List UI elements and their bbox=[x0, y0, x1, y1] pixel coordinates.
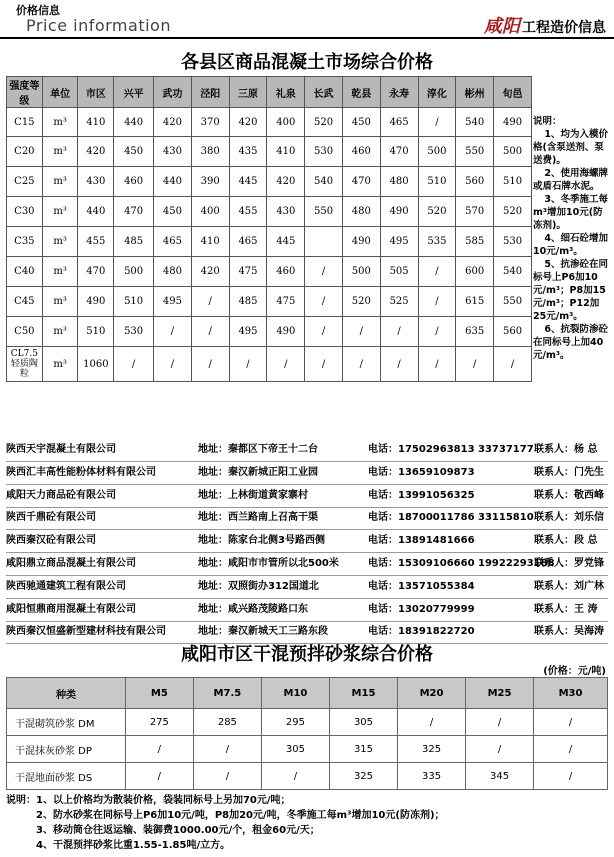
table-cell: 465 bbox=[229, 227, 267, 257]
table-cell: 410 bbox=[267, 137, 305, 167]
table-cell: 535 bbox=[418, 227, 456, 257]
table-cell: 490 bbox=[342, 227, 380, 257]
table-cell: 490 bbox=[78, 287, 114, 317]
table-cell: 440 bbox=[154, 167, 192, 197]
table-cell: / bbox=[418, 347, 456, 382]
column-header: 市区 bbox=[78, 77, 114, 108]
column-header: 种类 bbox=[7, 678, 126, 709]
table-cell: C25 bbox=[7, 167, 43, 197]
table-cell: / bbox=[456, 347, 494, 382]
supplier-contact: 联系人：门先生 bbox=[534, 466, 604, 478]
table-row bbox=[7, 763, 608, 790]
table-cell: 475 bbox=[229, 257, 267, 287]
table-cell: / bbox=[125, 736, 193, 763]
supplier-row bbox=[6, 485, 608, 507]
supplier-row bbox=[6, 530, 608, 552]
table-cell: 490 bbox=[380, 197, 418, 227]
section2-title: 咸阳市区干混预拌砂浆综合价格 bbox=[181, 644, 433, 665]
table-cell: / bbox=[191, 347, 229, 382]
table-cell: 285 bbox=[193, 709, 261, 736]
column-header: 淳化 bbox=[418, 77, 456, 108]
table-cell: 475 bbox=[267, 287, 305, 317]
column-header: 乾县 bbox=[342, 77, 380, 108]
supplier-name: 咸阳天力商品砼有限公司 bbox=[6, 489, 116, 501]
supplier-address: 地址：秦汉新城天工三路东段 bbox=[198, 626, 328, 638]
table-cell: 485 bbox=[114, 227, 154, 257]
supplier-address: 地址：陈家台北侧3号路西侧 bbox=[198, 535, 325, 547]
column-header: 三原 bbox=[229, 77, 267, 108]
table-cell: C15 bbox=[7, 108, 43, 137]
supplier-row bbox=[6, 462, 608, 484]
table-cell: 520 bbox=[342, 287, 380, 317]
table-cell: 390 bbox=[191, 167, 229, 197]
table-cell: 295 bbox=[261, 709, 329, 736]
supplier-row bbox=[6, 439, 608, 461]
table-cell: / bbox=[342, 347, 380, 382]
table-cell: / bbox=[267, 347, 305, 382]
table-cell: 440 bbox=[78, 197, 114, 227]
table-cell: 510 bbox=[494, 167, 532, 197]
column-header: 强度等级 bbox=[7, 77, 43, 108]
table-cell: / bbox=[342, 317, 380, 347]
column-header: 单位 bbox=[42, 77, 78, 108]
table-cell: 490 bbox=[267, 317, 305, 347]
table-cell: 510 bbox=[418, 167, 456, 197]
supplier-contact: 联系人：段 总 bbox=[534, 535, 598, 547]
column-header: M30 bbox=[534, 678, 608, 709]
table-cell: / bbox=[380, 317, 418, 347]
table-cell: m³ bbox=[42, 108, 78, 137]
supplier-name: 咸阳恒鼎商用混凝土有限公司 bbox=[6, 603, 136, 615]
table-cell: 315 bbox=[329, 736, 397, 763]
table-cell: 550 bbox=[494, 287, 532, 317]
supplier-contact: 联系人：罗党锋 bbox=[534, 558, 604, 569]
table-cell: CL7.5 轻质陶粒 bbox=[7, 347, 43, 382]
table-cell: 635 bbox=[456, 317, 494, 347]
table-row bbox=[7, 257, 532, 287]
table-cell: 530 bbox=[494, 227, 532, 257]
table-row bbox=[7, 227, 532, 257]
table-cell: / bbox=[191, 287, 229, 317]
supplier-address: 地址：咸兴路茂陵路口东 bbox=[198, 603, 308, 615]
table-cell: 540 bbox=[494, 257, 532, 287]
table-cell: 505 bbox=[380, 257, 418, 287]
table-cell: / bbox=[398, 709, 466, 736]
table-cell: 420 bbox=[229, 108, 267, 137]
supplier-name: 陕西秦汉恒盛新型建材科技有限公司 bbox=[6, 626, 166, 638]
header-cn-label: 价格信息 bbox=[16, 4, 60, 17]
brand-big: 咸阳 bbox=[484, 16, 520, 37]
supplier-name: 陕西千鼎砼有限公司 bbox=[6, 512, 96, 524]
table-cell: 420 bbox=[78, 137, 114, 167]
supplier-address: 地址：秦汉新城正阳工业园 bbox=[198, 466, 318, 478]
table-cell: 540 bbox=[456, 108, 494, 137]
table-cell: 435 bbox=[229, 137, 267, 167]
table-cell: 540 bbox=[305, 167, 343, 197]
table-cell: 510 bbox=[114, 287, 154, 317]
note-line: 说明：1、以上价格均为散装价格，袋装同标号上另加70元/吨； bbox=[6, 795, 291, 806]
table-cell: C35 bbox=[7, 227, 43, 257]
table-cell: / bbox=[418, 317, 456, 347]
supplier-row bbox=[6, 507, 608, 529]
table-cell: 470 bbox=[114, 197, 154, 227]
table-cell: m³ bbox=[42, 227, 78, 257]
column-header: 旬邑 bbox=[494, 77, 532, 108]
table-cell: 325 bbox=[398, 736, 466, 763]
table-cell: C45 bbox=[7, 287, 43, 317]
note-line: 2、防水砂浆在同标号上P6加10元/吨，P8加20元/吨，冬季施工每m³增加10元(防冻剂)； bbox=[36, 810, 445, 821]
table-row bbox=[7, 197, 532, 227]
table-cell: 480 bbox=[380, 167, 418, 197]
table-cell: m³ bbox=[42, 287, 78, 317]
supplier-address: 地址：双照街办312国道北 bbox=[198, 580, 319, 592]
table-cell: 520 bbox=[494, 197, 532, 227]
table-cell: / bbox=[534, 763, 608, 790]
table-cell: / bbox=[191, 317, 229, 347]
column-header: M10 bbox=[261, 678, 329, 709]
supplier-phone: 电话：13991056325 bbox=[368, 489, 475, 501]
table-cell: m³ bbox=[42, 197, 78, 227]
table-cell: C50 bbox=[7, 317, 43, 347]
header-en-label: Price information bbox=[26, 16, 171, 35]
table-cell: 470 bbox=[342, 167, 380, 197]
table-cell: 460 bbox=[114, 167, 154, 197]
supplier-phone: 电话：13891481666 bbox=[368, 535, 475, 547]
supplier-phone: 电话：13020779999 bbox=[368, 603, 475, 615]
supplier-contact: 联系人：刘乐信 bbox=[534, 512, 604, 524]
table-cell bbox=[305, 227, 343, 257]
table-cell: 445 bbox=[267, 227, 305, 257]
table-cell: 495 bbox=[154, 287, 192, 317]
table-cell: 305 bbox=[329, 709, 397, 736]
supplier-contact: 联系人：刘广林 bbox=[534, 580, 604, 592]
table-cell: 450 bbox=[114, 137, 154, 167]
table-cell: 600 bbox=[456, 257, 494, 287]
column-header: 礼泉 bbox=[267, 77, 305, 108]
table-row bbox=[7, 287, 532, 317]
section1-title: 各县区商品混凝土市场综合价格 bbox=[181, 52, 433, 73]
table-cell: 500 bbox=[418, 137, 456, 167]
table-cell: / bbox=[114, 347, 154, 382]
supplier-name: 陕西天宇混凝土有限公司 bbox=[6, 444, 116, 455]
table-cell: 490 bbox=[494, 108, 532, 137]
table-cell: 500 bbox=[494, 137, 532, 167]
table-row bbox=[7, 137, 532, 167]
supplier-phone: 电话：13571055384 bbox=[368, 580, 475, 592]
table-cell: 500 bbox=[342, 257, 380, 287]
supplier-address: 地址：咸阳市市管所以北500米 bbox=[198, 558, 339, 569]
brand-logo bbox=[484, 12, 606, 38]
note-line: 1、均为入模价格(含泵送剂、泵送费)。 bbox=[533, 129, 609, 166]
brand-small: 工程造价信息 bbox=[522, 20, 606, 36]
table-cell: / bbox=[494, 347, 532, 382]
table-cell: 325 bbox=[329, 763, 397, 790]
table-cell: / bbox=[418, 257, 456, 287]
column-header: M7.5 bbox=[193, 678, 261, 709]
table-cell: / bbox=[193, 763, 261, 790]
table-cell: 500 bbox=[114, 257, 154, 287]
table-cell: 615 bbox=[456, 287, 494, 317]
supplier-phone: 电话：13659109873 bbox=[368, 466, 475, 478]
table-cell: m³ bbox=[42, 257, 78, 287]
table-cell: 495 bbox=[229, 317, 267, 347]
table-cell: 460 bbox=[267, 257, 305, 287]
table-cell: 465 bbox=[380, 108, 418, 137]
table-cell: 430 bbox=[154, 137, 192, 167]
column-header: 彬州 bbox=[456, 77, 494, 108]
table-row bbox=[7, 317, 532, 347]
table-cell: m³ bbox=[42, 137, 78, 167]
supplier-contact: 联系人：王 涛 bbox=[534, 603, 598, 615]
table-cell: 410 bbox=[191, 227, 229, 257]
concrete-notes bbox=[533, 115, 611, 362]
table-cell: 460 bbox=[342, 137, 380, 167]
supplier-row bbox=[6, 553, 608, 575]
note-line: 5、抗渗砼在同标号上P6加10元/m³；P8加15元/m³；P12加25元/m³。 bbox=[533, 259, 609, 322]
table-cell: / bbox=[534, 709, 608, 736]
header-rule bbox=[0, 37, 614, 39]
column-header: M20 bbox=[398, 678, 466, 709]
supplier-row bbox=[6, 599, 608, 621]
table-cell: 430 bbox=[78, 167, 114, 197]
table-cell: / bbox=[305, 347, 343, 382]
table-cell: 550 bbox=[456, 137, 494, 167]
table-row bbox=[7, 167, 532, 197]
table-cell: 1060 bbox=[78, 347, 114, 382]
table-cell: 470 bbox=[78, 257, 114, 287]
table-cell: / bbox=[305, 287, 343, 317]
table-cell: 465 bbox=[154, 227, 192, 257]
table-cell: 495 bbox=[380, 227, 418, 257]
table-cell: / bbox=[154, 347, 192, 382]
table-cell: / bbox=[418, 108, 456, 137]
column-header: 永寿 bbox=[380, 77, 418, 108]
note-line: 4、细石砼增加10元/m³。 bbox=[533, 233, 609, 257]
table-cell: 305 bbox=[261, 736, 329, 763]
table-cell: / bbox=[305, 317, 343, 347]
note-line: 2、使用海螺牌或盾石牌水泥。 bbox=[533, 168, 609, 192]
table-cell: 560 bbox=[494, 317, 532, 347]
supplier-contact: 联系人：敬西峰 bbox=[534, 489, 604, 501]
table-cell: / bbox=[380, 347, 418, 382]
table-row bbox=[7, 347, 532, 382]
table-cell: 420 bbox=[267, 167, 305, 197]
supplier-row bbox=[6, 576, 608, 598]
column-header: 长武 bbox=[305, 77, 343, 108]
supplier-address: 地址：秦都区下帝王十二台 bbox=[198, 444, 318, 455]
supplier-contact: 联系人：杨 总 bbox=[534, 444, 598, 455]
table-cell: 430 bbox=[267, 197, 305, 227]
table-row bbox=[7, 108, 532, 137]
note-line: 3、移动筒仓往返运输、装御费1000.00元/个，租金60元/天； bbox=[36, 825, 320, 836]
table-cell: / bbox=[125, 763, 193, 790]
table-cell: 400 bbox=[267, 108, 305, 137]
supplier-phone: 电话：15309106660 19922293188 bbox=[368, 558, 555, 569]
table-cell: 420 bbox=[191, 257, 229, 287]
column-header: 兴平 bbox=[114, 77, 154, 108]
table-cell: 550 bbox=[305, 197, 343, 227]
table-row bbox=[7, 736, 608, 763]
table-cell: / bbox=[154, 317, 192, 347]
table-cell: 450 bbox=[154, 197, 192, 227]
table-cell: m³ bbox=[42, 167, 78, 197]
table-cell: / bbox=[261, 763, 329, 790]
table-cell: 485 bbox=[229, 287, 267, 317]
table-cell: 570 bbox=[456, 197, 494, 227]
table-cell: 干混砌筑砂浆 DM bbox=[7, 709, 126, 736]
table-cell: 420 bbox=[154, 108, 192, 137]
column-header: M5 bbox=[125, 678, 193, 709]
table-cell: 585 bbox=[456, 227, 494, 257]
supplier-phone: 电话：18391822720 bbox=[368, 626, 475, 638]
table-cell: 440 bbox=[114, 108, 154, 137]
supplier-contact: 联系人：吴海涛 bbox=[534, 626, 604, 638]
table-cell: / bbox=[418, 287, 456, 317]
supplier-name: 咸阳鼎立商品混凝土有限公司 bbox=[6, 558, 136, 569]
table-cell: 275 bbox=[125, 709, 193, 736]
supplier-phone: 电话：17502963813 33737177 bbox=[368, 444, 534, 455]
page-header bbox=[0, 0, 614, 40]
table-cell: 530 bbox=[305, 137, 343, 167]
table-cell: 445 bbox=[229, 167, 267, 197]
table-cell: 455 bbox=[78, 227, 114, 257]
column-header: M15 bbox=[329, 678, 397, 709]
table-cell: C20 bbox=[7, 137, 43, 167]
table-cell: 400 bbox=[191, 197, 229, 227]
table-cell: m³ bbox=[42, 317, 78, 347]
table-cell: 470 bbox=[380, 137, 418, 167]
table-cell: 干混地面砂浆 DS bbox=[7, 763, 126, 790]
table-cell: / bbox=[466, 736, 534, 763]
table-cell: C40 bbox=[7, 257, 43, 287]
table-cell: 525 bbox=[380, 287, 418, 317]
table-row bbox=[7, 709, 608, 736]
table-cell: 410 bbox=[78, 108, 114, 137]
table-cell: 480 bbox=[154, 257, 192, 287]
table-cell: 520 bbox=[418, 197, 456, 227]
supplier-phone: 电话：18700011786 33115810 bbox=[368, 512, 534, 524]
price-unit: (价格：元/吨) bbox=[543, 666, 606, 677]
table-cell: 530 bbox=[114, 317, 154, 347]
supplier-name: 陕西秦汉砼有限公司 bbox=[6, 535, 96, 547]
mortar-price-table bbox=[6, 677, 608, 790]
table-cell: / bbox=[466, 709, 534, 736]
table-cell: 干混抹灰砂浆 DP bbox=[7, 736, 126, 763]
table-cell: 480 bbox=[342, 197, 380, 227]
table-cell: / bbox=[305, 257, 343, 287]
supplier-address: 地址：上林街道黄家寨村 bbox=[198, 489, 308, 501]
table-cell: 450 bbox=[342, 108, 380, 137]
table-cell: / bbox=[229, 347, 267, 382]
table-cell: 455 bbox=[229, 197, 267, 227]
table-cell: 380 bbox=[191, 137, 229, 167]
note-line: 6、抗裂防渗砼在同标号上加40元/m³。 bbox=[533, 324, 609, 361]
mortar-notes bbox=[6, 793, 445, 853]
table-cell: C30 bbox=[7, 197, 43, 227]
table-cell: 560 bbox=[456, 167, 494, 197]
table-cell: / bbox=[534, 736, 608, 763]
table-cell: m³ bbox=[42, 347, 78, 382]
table-cell: 345 bbox=[466, 763, 534, 790]
note-line: 4、干混预拌砂浆比重1.55-1.85吨/立方。 bbox=[36, 840, 231, 851]
column-header: 武功 bbox=[154, 77, 192, 108]
table-cell: 510 bbox=[78, 317, 114, 347]
table-cell: 520 bbox=[305, 108, 343, 137]
supplier-name: 陕西汇丰高性能粉体材料有限公司 bbox=[6, 466, 156, 478]
column-header: 泾阳 bbox=[191, 77, 229, 108]
supplier-address: 地址：西兰路南上召高干渠 bbox=[198, 512, 318, 524]
column-header: M25 bbox=[466, 678, 534, 709]
table-cell: / bbox=[193, 736, 261, 763]
concrete-price-table bbox=[6, 76, 532, 382]
note-line: 说明： bbox=[533, 116, 562, 127]
note-line: 3、冬季施工每m³增加10元(防冻剂)。 bbox=[533, 194, 609, 231]
table-cell: 370 bbox=[191, 108, 229, 137]
table-cell: 335 bbox=[398, 763, 466, 790]
supplier-name: 陕西驰通建筑工程有限公司 bbox=[6, 580, 126, 592]
